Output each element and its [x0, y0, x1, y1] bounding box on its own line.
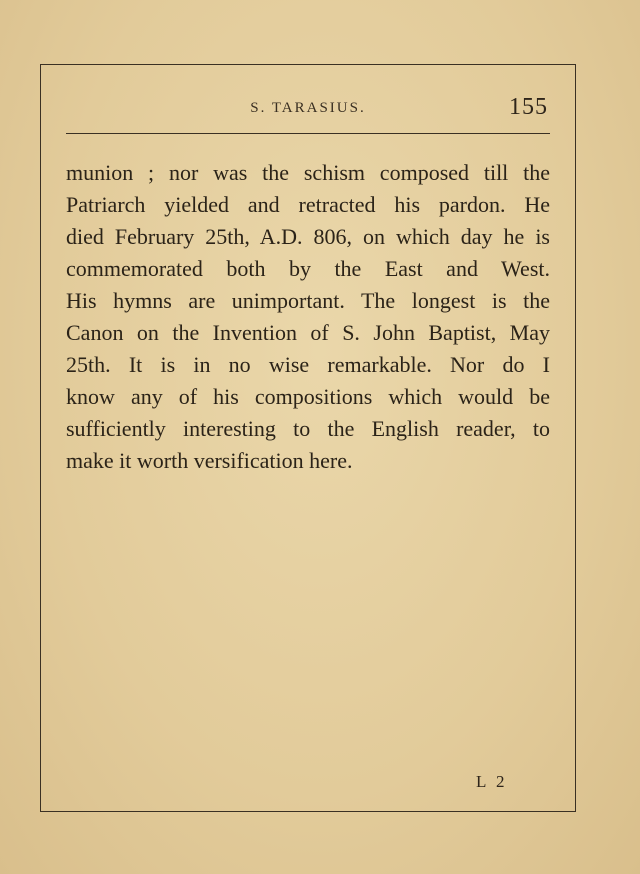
text-line: 25th. It is in no wise remarkable. Nor do I — [66, 352, 550, 377]
text-line: commemorated both by the East and West. — [66, 256, 550, 281]
text-line: died February 25th, A.D. 806, on which day he is — [66, 224, 550, 249]
text-line: His hymns are unimportant. The longest is the — [66, 288, 550, 313]
signature-mark: L 2 — [476, 772, 508, 791]
text-line: sufficiently interesting to the English reader, to — [66, 416, 550, 441]
text-line: munion ; nor was the schism composed till the — [66, 160, 550, 185]
header-rule — [66, 133, 550, 134]
body-text — [66, 157, 550, 477]
running-head — [66, 96, 550, 126]
text-line: Canon on the Invention of S. John Baptist, May — [66, 320, 550, 345]
running-title: S. TARASIUS. — [250, 100, 366, 116]
page-number: 155 — [509, 94, 548, 120]
text-line: know any of his compositions which would be — [66, 384, 550, 409]
text-line: Patriarch yielded and retracted his pardon. He — [66, 192, 550, 217]
text-line: make it worth versification here. — [66, 448, 353, 473]
